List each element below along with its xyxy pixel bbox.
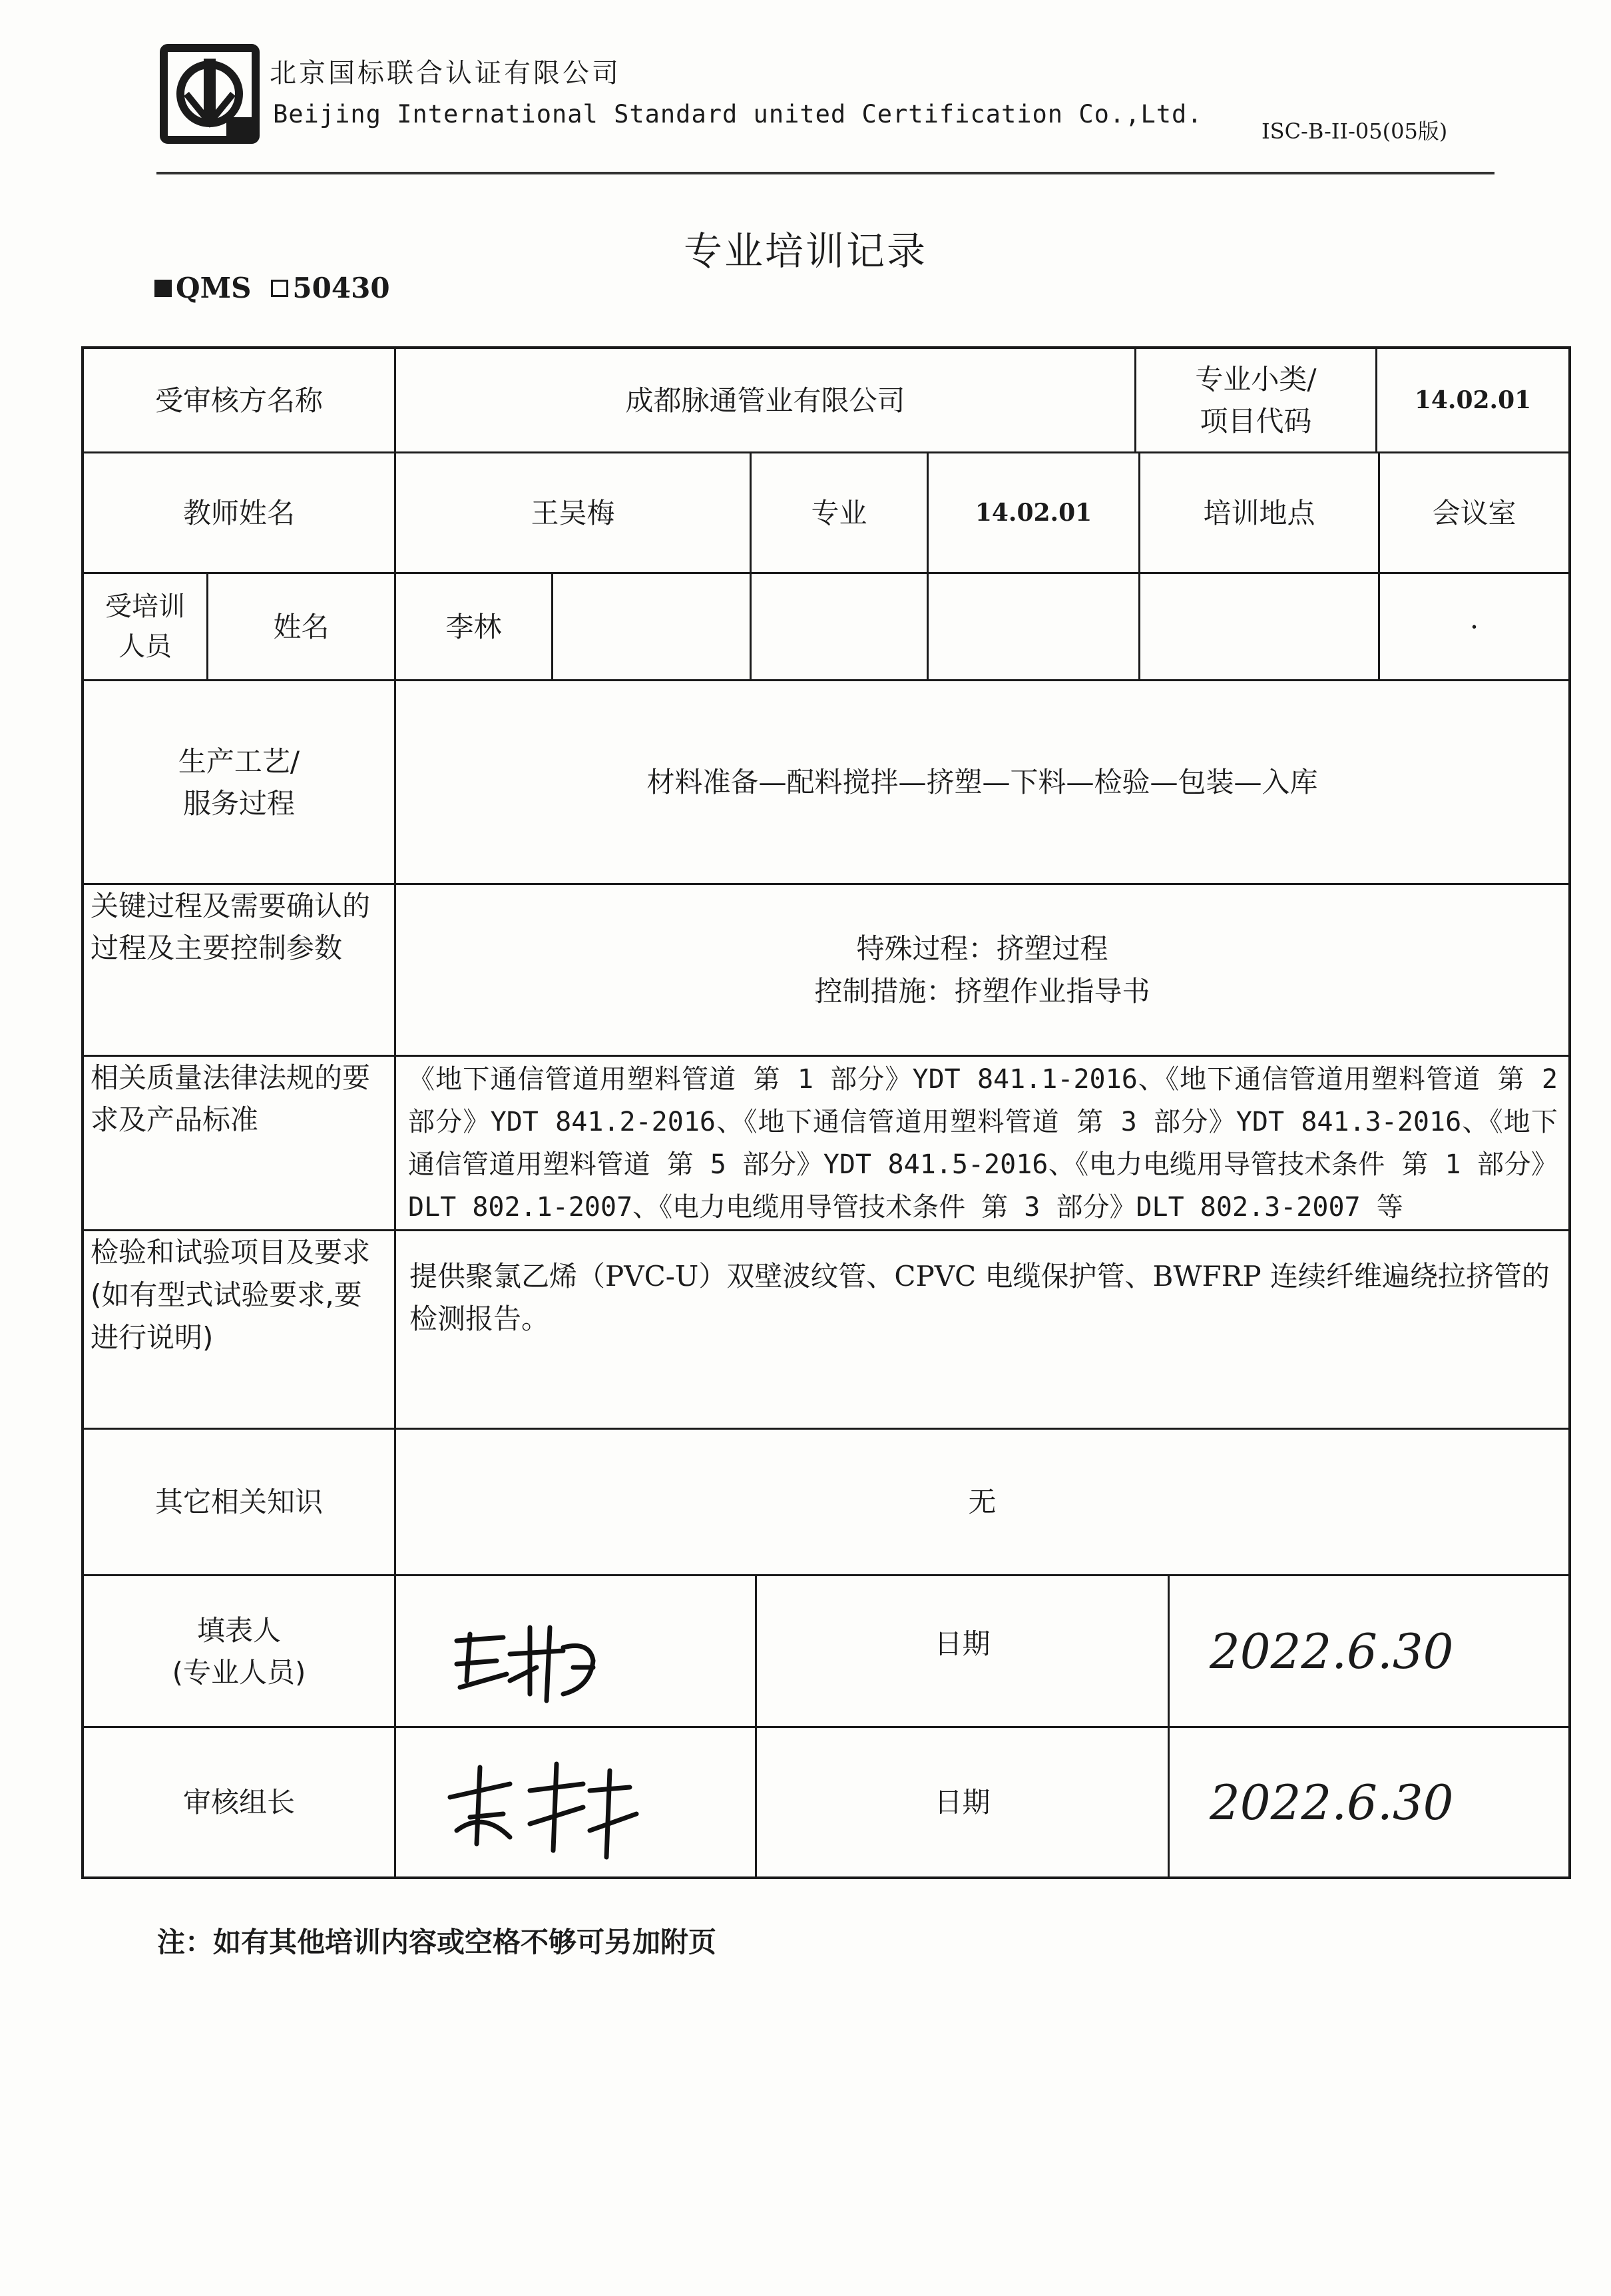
document-number: ISC-B-II-05(05版): [1262, 119, 1448, 144]
key-label-line2: 过程及主要控制参数: [91, 932, 343, 964]
key-process-value: [396, 885, 1568, 1055]
team-leader-signature: [430, 1751, 683, 1864]
standard-50430[interactable]: [271, 272, 389, 304]
location-label: 培训地点: [1203, 496, 1315, 529]
key-label-line1: 关键过程及需要确认的: [91, 890, 371, 922]
process-value: 材料准备—配料搅拌—挤塑—下料—检验—包装—入库: [646, 766, 1318, 798]
key-value-line2: 控制措施：挤塑作业指导书: [814, 974, 1150, 1007]
auditee-label: 受审核方名称: [154, 384, 323, 417]
leader-date-label: 日期: [934, 1786, 991, 1819]
page-title: 专业培训记录: [683, 228, 927, 274]
process-label-line1: 生产工艺/: [178, 744, 300, 778]
major-value: 14.02.01: [975, 499, 1092, 527]
auditee-value: 成都脉通管业有限公司: [625, 384, 905, 417]
inspection-value: 提供聚氯乙烯（PVC-U）双壁波纹管、CPVC 电缆保护管、BWFRP 连续纤维遍绕拉挤管的检测报告。: [409, 1260, 1550, 1335]
other-knowledge-label: 其它相关知识: [154, 1486, 323, 1518]
qms-label: QMS: [176, 272, 252, 304]
process-label-line2: 服务过程: [182, 786, 295, 820]
inspect-label-line2: (如有型式试验要求,要: [91, 1279, 362, 1311]
standard-checkboxes: [154, 272, 410, 304]
key-value-line1: 特殊过程：挤塑过程: [856, 932, 1108, 965]
process-label: [84, 681, 394, 883]
regulations-label: [84, 1057, 394, 1229]
teacher-label: 教师姓名: [182, 496, 295, 529]
location-value: 会议室: [1432, 496, 1516, 529]
company-name-cn: 北京国标联合认证有限公司: [270, 58, 621, 89]
regs-label-line1: 相关质量法律法规的要: [91, 1061, 371, 1094]
trainee-label: [84, 574, 206, 679]
category-label-line2: 项目代码: [1200, 405, 1312, 437]
50430-label: 50430: [292, 272, 390, 304]
major-label: 专业: [811, 496, 867, 529]
column-divider: [551, 572, 553, 679]
category-code-value: 14.02.01: [1414, 386, 1532, 414]
qms-checkbox[interactable]: [154, 280, 172, 297]
company-logo: [160, 44, 260, 144]
filler-date-label: 日期: [934, 1627, 991, 1660]
regs-label-line2: 求及产品标准: [91, 1103, 259, 1136]
leader-date-value: 2022.6.30: [1210, 1774, 1454, 1831]
50430-checkbox[interactable]: [271, 280, 288, 297]
filler-label: [84, 1576, 394, 1726]
filler-signature: [430, 1601, 683, 1707]
filler-date-value: 2022.6.30: [1210, 1623, 1454, 1679]
filler-label-line1: 填表人: [196, 1613, 281, 1647]
regulations-value: 《地下通信管道用塑料管道 第 1 部分》YDT 841.1-2016、《地下通信管道用塑料管道 第 2 部分》YDT 841.2-2016、《地下通信管道用塑料管道 第 3 部分》YDT 841.3-2016、《地下通信管道用塑料管道 第 5 部分》YDT 841.5-2016、《电力电缆用导管技术条件 第 1 部分》DLT 802.1-2007、《电力电缆用导管技术条件 第 3 部分》DLT 802.3-2007 等: [408, 1063, 1558, 1223]
header-divider: [156, 172, 1495, 174]
inspect-label-line1: 检验和试验项目及要求: [91, 1236, 371, 1269]
trainee-label-line1: 受培训: [105, 591, 185, 622]
inspect-label-line3: 进行说明): [91, 1321, 214, 1354]
teacher-value: 王吴梅: [531, 496, 615, 529]
team-leader-label: 审核组长: [182, 1786, 295, 1819]
category-label: [1136, 349, 1375, 451]
inspection-label: [84, 1231, 394, 1428]
footnote: 注：如有其他培训内容或空格不够可另加附页: [157, 1926, 717, 1958]
key-process-label: [84, 885, 394, 1055]
company-name-en: Beijing International Standard united Certification Co.,Ltd.: [273, 100, 1203, 129]
trainee-mark: ·: [1469, 610, 1479, 643]
filler-label-line2: (专业人员): [172, 1655, 306, 1689]
name-label: 姓名: [273, 610, 330, 643]
other-knowledge-value: 无: [968, 1486, 997, 1518]
training-record-form: [81, 346, 1571, 1879]
standard-qms[interactable]: [154, 272, 251, 304]
trainee-label-line2: 人员: [118, 631, 172, 662]
trainee-name-1: 李林: [445, 610, 502, 643]
category-label-line1: 专业小类/: [1195, 363, 1317, 396]
